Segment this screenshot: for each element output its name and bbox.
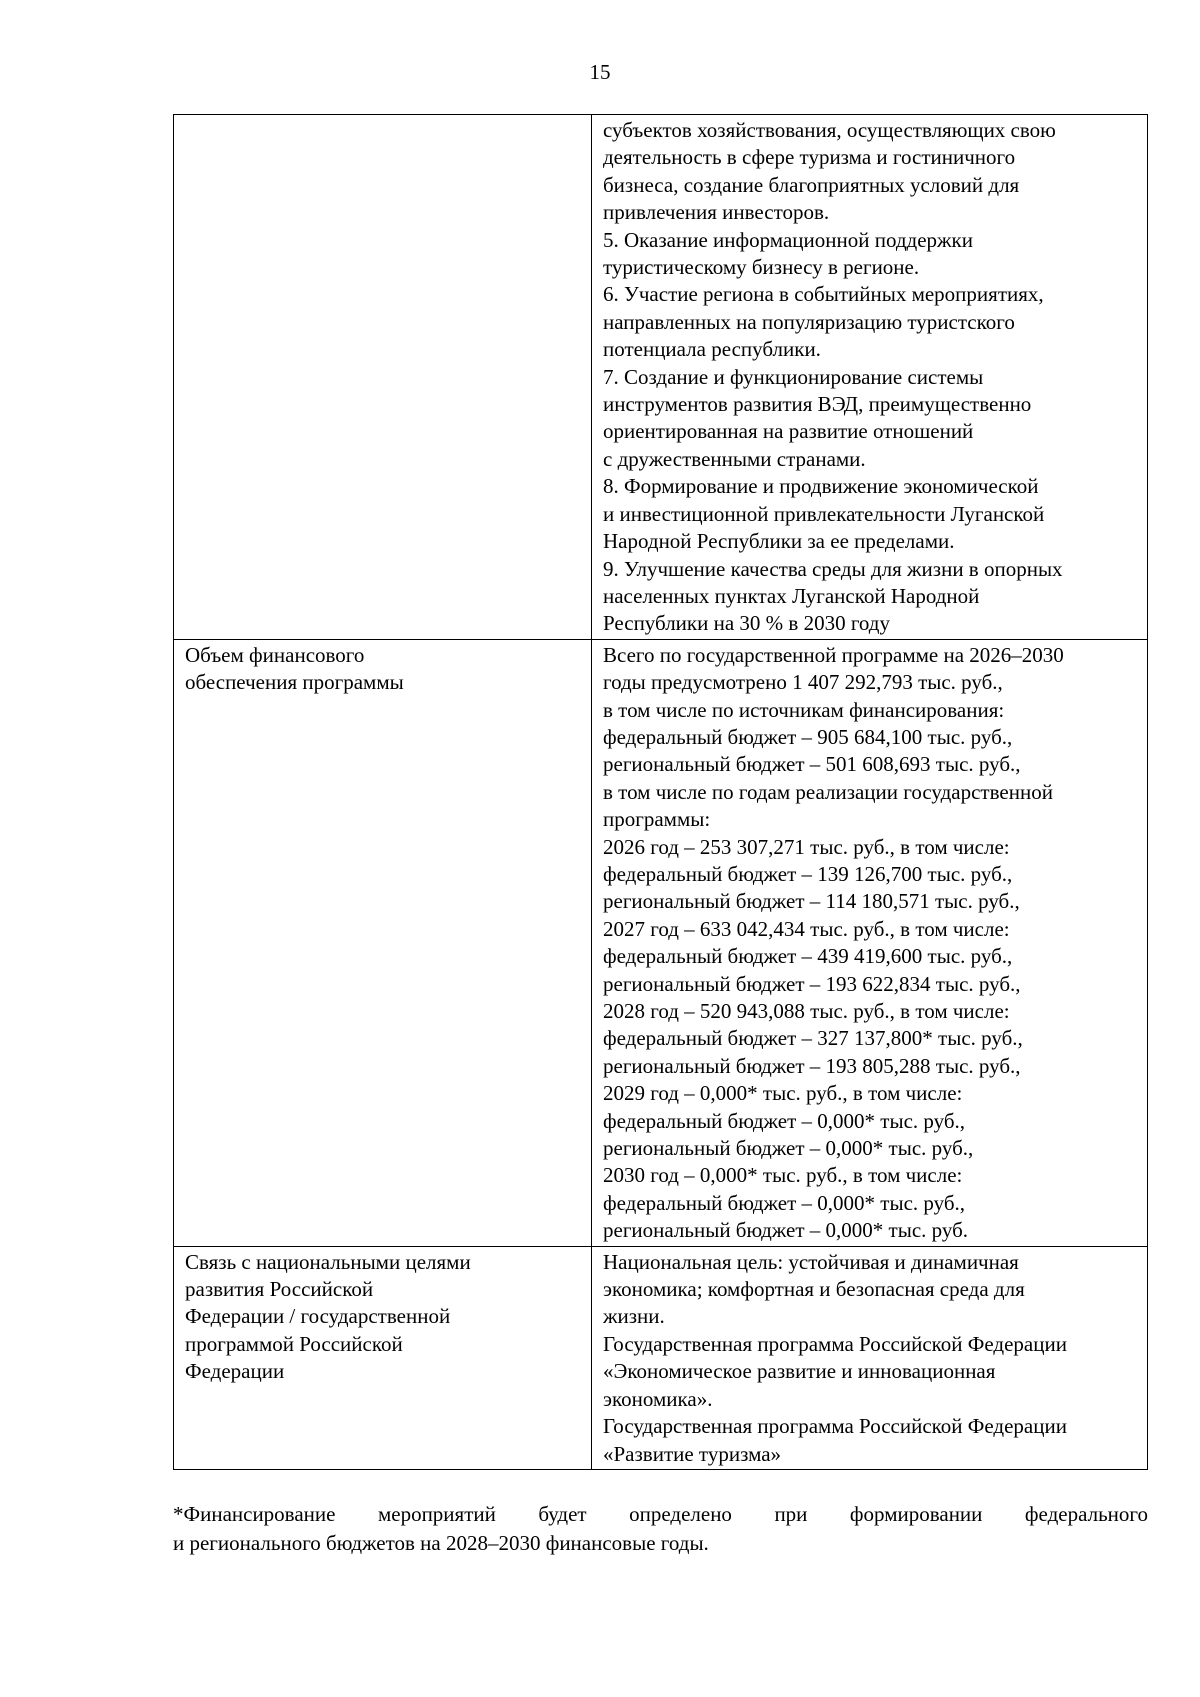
footnote-word: мероприятий: [377, 1502, 496, 1526]
table-row: [174, 115, 1148, 640]
text-line: и инвестиционной привлекательности Луганской: [603, 501, 1045, 526]
text-line: ориентированная на развитие отношений: [603, 419, 974, 444]
footnote-line-2: и регионального бюджетов на 2028–2030 финансовые годы.: [173, 1531, 709, 1555]
text-line: развития Российской: [185, 1277, 374, 1302]
text-line: 2026 год – 253 307,271 тыс. руб., в том числе:: [603, 834, 1010, 859]
text-line: 9. Улучшение качества среды для жизни в опорных: [603, 556, 1063, 581]
text-line: 2027 год – 633 042,434 тыс. руб., в том числе:: [603, 916, 1010, 941]
footnote-word: при: [774, 1502, 808, 1526]
footnote-line-1: [173, 1500, 1148, 1529]
text-line: региональный бюджет – 0,000* тыс. руб.: [603, 1218, 969, 1243]
text-line: в том числе по источникам финансирования:: [603, 697, 1005, 722]
footnote: [173, 1500, 1148, 1558]
text-line: инструментов развития ВЭД, преимущественно: [603, 392, 1032, 417]
text-line: Государственная программа Российской Федерации: [603, 1414, 1067, 1439]
text-line: с дружественными странами.: [603, 446, 866, 471]
text-line: «Развитие туризма»: [603, 1441, 782, 1466]
text-line: экономика».: [603, 1386, 713, 1411]
text-line: жизни.: [603, 1304, 665, 1329]
text-line: программой Российской: [185, 1331, 403, 1356]
table-cell-label: [174, 639, 592, 1246]
text-line: Федерации / государственной: [185, 1304, 451, 1329]
table-row: [174, 639, 1148, 1246]
table-cell-value: [592, 1246, 1148, 1469]
table-cell-value: [592, 639, 1148, 1246]
table-cell-value: [592, 115, 1148, 640]
text-line: федеральный бюджет – 905 684,100 тыс. руб.,: [603, 724, 1013, 749]
text-line: бизнеса, создание благоприятных условий для: [603, 172, 1020, 197]
text-line: Объем финансового: [185, 642, 365, 667]
text-line: направленных на популяризацию туристского: [603, 309, 1015, 334]
text-line: региональный бюджет – 501 608,693 тыс. руб.,: [603, 752, 1021, 777]
text-line: региональный бюджет – 193 805,288 тыс. руб.,: [603, 1053, 1021, 1078]
text-line: населенных пунктах Луганской Народной: [603, 583, 980, 608]
text-line: федеральный бюджет – 327 137,800* тыс. руб.,: [603, 1026, 1023, 1051]
text-line: 5. Оказание информационной поддержки: [603, 227, 973, 252]
text-line: программы:: [603, 807, 711, 832]
text-line: 7. Создание и функционирование системы: [603, 364, 984, 389]
text-line: Государственная программа Российской Федерации: [603, 1331, 1067, 1356]
footnote-word: формировании: [849, 1502, 983, 1526]
text-line: 2028 год – 520 943,088 тыс. руб., в том числе:: [603, 999, 1010, 1023]
text-line: 2030 год – 0,000* тыс. руб., в том числе:: [603, 1163, 963, 1188]
text-line: деятельность в сфере туризма и гостиничного: [603, 145, 1016, 170]
program-passport-table: [173, 114, 1148, 1470]
text-line: Связь с национальными целями: [185, 1249, 471, 1274]
text-line: привлечения инвесторов.: [603, 200, 830, 225]
text-line: Всего по государственной программе на 2026–2030: [603, 642, 1064, 667]
text-line: экономика; комфортная и безопасная среда для: [603, 1277, 1025, 1302]
text-line: Национальная цель: устойчивая и динамичная: [603, 1249, 1019, 1274]
text-line: федеральный бюджет – 0,000* тыс. руб.,: [603, 1190, 966, 1215]
text-line: Народной Республики за ее пределами.: [603, 529, 955, 554]
text-line: «Экономическое развитие и инновационная: [603, 1359, 996, 1384]
table-cell-label: [174, 115, 592, 640]
footnote-word: *Финансирование: [173, 1502, 336, 1526]
text-line: 8. Формирование и продвижение экономической: [603, 474, 1039, 499]
text-line: в том числе по годам реализации государственной: [603, 779, 1053, 804]
text-line: туристическому бизнесу в регионе.: [603, 255, 920, 280]
text-line: годы предусмотрено 1 407 292,793 тыс. руб.,: [603, 670, 1003, 695]
text-line: региональный бюджет – 114 180,571 тыс. руб.,: [603, 889, 1020, 914]
footnote-word: будет: [538, 1502, 587, 1526]
text-line: Федерации: [185, 1359, 285, 1384]
text-line: федеральный бюджет – 439 419,600 тыс. руб.,: [603, 944, 1013, 969]
text-line: Республики на 30 % в 2030 году: [603, 611, 890, 636]
page-number: 15: [589, 60, 611, 84]
text-line: региональный бюджет – 0,000* тыс. руб.,: [603, 1136, 974, 1161]
text-line: региональный бюджет – 193 622,834 тыс. руб.,: [603, 971, 1021, 996]
text-line: субъектов хозяйствования, осуществляющих свою: [603, 118, 1056, 142]
footnote-word: федерального: [1024, 1502, 1148, 1526]
text-line: федеральный бюджет – 0,000* тыс. руб.,: [603, 1108, 966, 1133]
footnote-word: определено: [629, 1502, 732, 1526]
table-cell-label: [174, 1246, 592, 1469]
text-line: федеральный бюджет – 139 126,700 тыс. руб.,: [603, 861, 1013, 886]
text-line: обеспечения программы: [185, 670, 404, 695]
text-line: потенциала республики.: [603, 337, 821, 362]
table-row: [174, 1246, 1148, 1469]
text-line: 2029 год – 0,000* тыс. руб., в том числе:: [603, 1081, 963, 1106]
text-line: 6. Участие региона в событийных мероприятиях,: [603, 282, 1044, 307]
